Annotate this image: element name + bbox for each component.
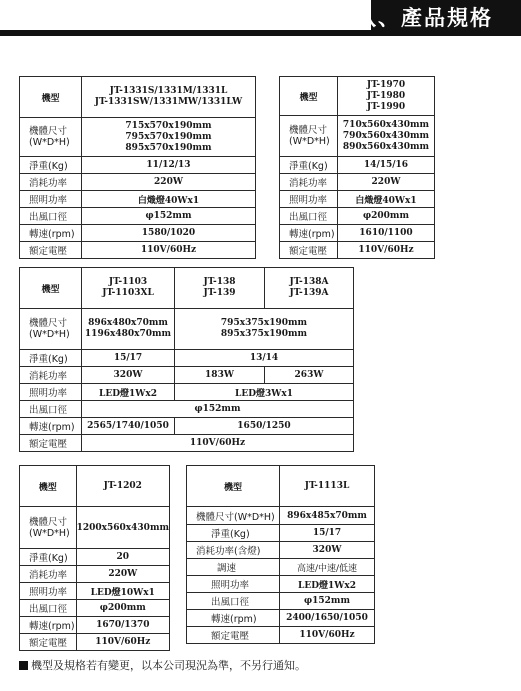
light-value: LED燈1Wx2 — [280, 576, 375, 593]
outlet-value: φ152mm — [82, 208, 256, 225]
size-label: 機體尺寸 (W*D*H) — [280, 116, 338, 157]
weight-label: 淨重(Kg) — [187, 525, 280, 542]
model-value-a: JT-1103 JT-1103XL — [82, 268, 175, 309]
weight-label: 淨重(Kg) — [20, 157, 82, 174]
light-label: 照明功率 — [280, 191, 338, 208]
speed-value: 1580/1020 — [82, 225, 256, 242]
weight-value-a: 15/17 — [82, 350, 175, 367]
size-value: 710x560x430mm 790x560x430mm 890x560x430mm — [338, 116, 435, 157]
footer-note — [19, 657, 306, 673]
outlet-label: 出風口徑 — [280, 208, 338, 225]
power-label: 消耗功率 — [20, 367, 82, 384]
speed-label: 轉速(rpm) — [20, 225, 82, 242]
size-label: 機體尺寸 (W*D*H) — [20, 507, 77, 549]
model-label: 機型 — [280, 77, 338, 116]
model-value: JT-1331S/1331M/1331L JT-1331SW/1331MW/1331LW — [82, 77, 256, 118]
page-title: 八、產品規格 — [355, 6, 493, 30]
light-value: LED燈10Wx1 — [76, 583, 169, 600]
light-value: 白熾燈40Wx1 — [82, 191, 256, 208]
outlet-label: 出風口徑 — [20, 600, 77, 617]
power-value: 220W — [82, 174, 256, 191]
model-value-c: JT-138A JT-139A — [265, 268, 354, 309]
light-value: 白熾燈40Wx1 — [338, 191, 435, 208]
speed-value-a: 2565/1740/1050 — [82, 418, 175, 435]
model-label: 機型 — [20, 466, 77, 507]
weight-value: 15/17 — [280, 525, 375, 542]
power-label: 消耗功率 — [20, 174, 82, 191]
size-value-bc: 795x375x190mm 895x375x190mm — [175, 309, 354, 350]
light-value-bc: LED燈3Wx1 — [175, 384, 354, 401]
voltage-label: 額定電壓 — [187, 627, 280, 644]
speed-label: 轉速(rpm) — [187, 610, 280, 627]
power-value: 320W — [280, 542, 375, 559]
model-label: 機型 — [20, 77, 82, 118]
size-value-a: 896x480x70mm 1196x480x70mm — [82, 309, 175, 350]
size-label: 機體尺寸 (W*D*H) — [20, 309, 82, 350]
outlet-value: φ200mm — [338, 208, 435, 225]
model-value: JT-1970 JT-1980 JT-1990 — [338, 77, 435, 116]
model-label: 機型 — [20, 268, 82, 309]
weight-label: 淨重(Kg) — [20, 350, 82, 367]
weight-label: 淨重(Kg) — [280, 157, 338, 174]
size-value: 896x485x70mm — [280, 507, 375, 525]
outlet-label: 出風口徑 — [20, 401, 82, 418]
spec-table-jt1103 — [19, 267, 354, 452]
speed-label: 轉速(rpm) — [20, 418, 82, 435]
speed-value: 1610/1100 — [338, 225, 435, 242]
size-value: 715x570x190mm 795x570x190mm 895x570x190mm — [82, 118, 256, 157]
spec-table-jt1113l — [186, 465, 375, 644]
outlet-label: 出風口徑 — [187, 593, 280, 610]
weight-label: 淨重(Kg) — [20, 549, 77, 566]
power-value-c: 263W — [265, 367, 354, 384]
model-value: JT-1113L — [280, 466, 375, 507]
outlet-value: φ152mm — [82, 401, 354, 418]
speed-value-bc: 1650/1250 — [175, 418, 354, 435]
light-label: 照明功率 — [187, 576, 280, 593]
voltage-value: 110V/60Hz — [82, 242, 256, 259]
model-value-b: JT-138 JT-139 — [175, 268, 265, 309]
voltage-value: 110V/60Hz — [280, 627, 375, 644]
light-label: 照明功率 — [20, 384, 82, 401]
speed-mode-label: 調速 — [187, 559, 280, 576]
spec-table-jt1202 — [19, 465, 170, 651]
voltage-value: 110V/60Hz — [82, 435, 354, 452]
outlet-label: 出風口徑 — [20, 208, 82, 225]
voltage-label: 額定電壓 — [20, 634, 77, 651]
header-band — [0, 0, 521, 30]
speed-label: 轉速(rpm) — [280, 225, 338, 242]
size-value: 1200x560x430mm — [76, 507, 169, 549]
speed-mode-value: 高速/中速/低速 — [280, 559, 375, 576]
outlet-value: φ200mm — [76, 600, 169, 617]
light-label: 照明功率 — [20, 191, 82, 208]
power-value: 220W — [338, 174, 435, 191]
power-label: 消耗功率(含燈) — [187, 542, 280, 559]
spec-table-jt1331 — [19, 76, 256, 259]
weight-value-bc: 13/14 — [175, 350, 354, 367]
outlet-value: φ152mm — [280, 593, 375, 610]
weight-value: 14/15/16 — [338, 157, 435, 174]
speed-value: 1670/1370 — [76, 617, 169, 634]
power-value: 220W — [76, 566, 169, 583]
voltage-value: 110V/60Hz — [338, 242, 435, 259]
square-bullet-icon — [19, 661, 28, 670]
size-label: 機體尺寸(W*D*H) — [187, 507, 280, 525]
voltage-label: 額定電壓 — [20, 435, 82, 452]
size-label: 機體尺寸 (W*D*H) — [20, 118, 82, 157]
light-value-a: LED燈1Wx2 — [82, 384, 175, 401]
weight-value: 20 — [76, 549, 169, 566]
power-value-b: 183W — [175, 367, 265, 384]
weight-value: 11/12/13 — [82, 157, 256, 174]
voltage-value: 110V/60Hz — [76, 634, 169, 651]
speed-value: 2400/1650/1050 — [280, 610, 375, 627]
footer-note-text: 機型及規格若有變更，以本公司現況為準，不另行通知。 — [31, 659, 306, 672]
power-label: 消耗功率 — [280, 174, 338, 191]
speed-label: 轉速(rpm) — [20, 617, 77, 634]
light-label: 照明功率 — [20, 583, 77, 600]
voltage-label: 額定電壓 — [280, 242, 338, 259]
spec-table-jt1970 — [279, 76, 435, 259]
power-label: 消耗功率 — [20, 566, 77, 583]
power-value-a: 320W — [82, 367, 175, 384]
model-label: 機型 — [187, 466, 280, 507]
voltage-label: 額定電壓 — [20, 242, 82, 259]
model-value: JT-1202 — [76, 466, 169, 507]
